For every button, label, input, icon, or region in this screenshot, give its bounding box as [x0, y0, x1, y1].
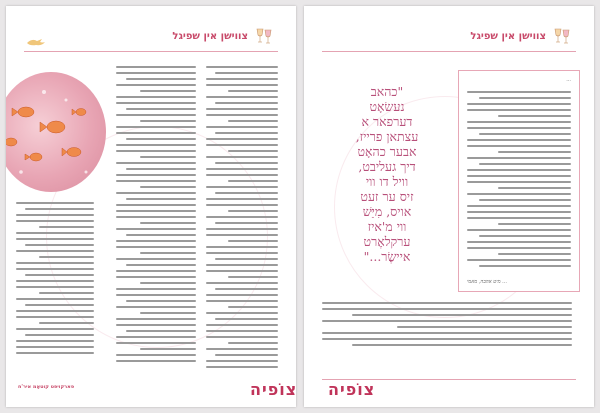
footer-logo: צוֹפיה — [328, 380, 376, 399]
wine-glasses-icon — [552, 28, 572, 44]
text-column-right — [206, 62, 278, 368]
wine-glasses-icon — [254, 28, 274, 44]
footer-logo: צוֹפיה — [250, 380, 298, 399]
page-left — [6, 6, 296, 407]
letter-text — [467, 87, 571, 267]
page-header — [470, 28, 572, 44]
page-title: צווישן אין שפיגל — [470, 30, 546, 42]
pull-quote: "כהאב נעשׂאָט דערפאר א עצתאן פרייז, אבער כהאָט דיך געליבט, וויל דו ווי זיס ער זעט אויס, מִיַּשׁ ווי מ'איז ערקלאֶרט איישֶׂר..." — [355, 84, 419, 264]
page-header — [172, 28, 274, 44]
header-rule — [24, 51, 278, 52]
dove-icon — [26, 32, 46, 51]
text-column-middle — [116, 62, 196, 362]
text-bottom — [322, 298, 572, 346]
page-right — [304, 6, 594, 407]
text-column-left — [16, 198, 94, 354]
letter-opening: ... — [566, 77, 571, 83]
letter-box — [458, 70, 580, 292]
page-title: צווישן אין שפיגל — [172, 30, 248, 42]
credit-text: פארקויפט קוטאָמ איר'ח — [18, 384, 75, 390]
header-rule — [322, 51, 576, 52]
signature: ... מיט אהבה, מאמי — [467, 279, 507, 285]
